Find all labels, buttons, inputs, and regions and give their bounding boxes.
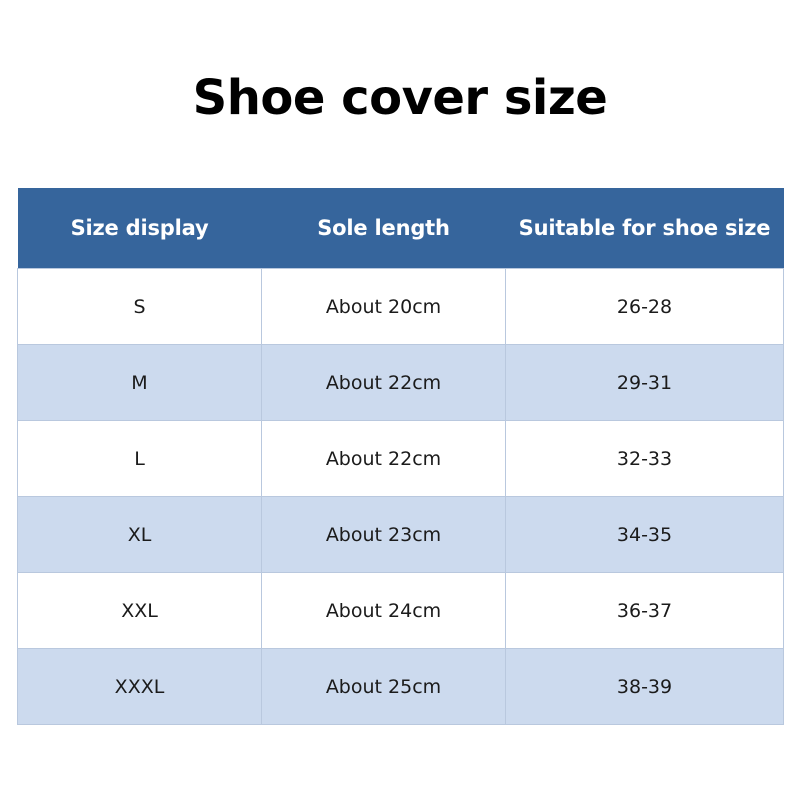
cell-shoe-size: 34-35 <box>506 497 784 573</box>
cell-shoe-size: 26-28 <box>506 269 784 345</box>
table-row <box>18 345 784 421</box>
column-header-suitable-shoe-size: Suitable for shoe size <box>506 188 784 269</box>
table-row <box>18 421 784 497</box>
cell-sole-length: About 25cm <box>262 649 506 725</box>
cell-size-display: XXL <box>18 573 262 649</box>
cell-sole-length: About 22cm <box>262 345 506 421</box>
page-title: Shoe cover size <box>192 70 608 126</box>
table-row <box>18 573 784 649</box>
cell-sole-length: About 20cm <box>262 269 506 345</box>
cell-size-display: L <box>18 421 262 497</box>
cell-shoe-size: 32-33 <box>506 421 784 497</box>
column-header-sole-length: Sole length <box>262 188 506 269</box>
table-body <box>18 269 784 725</box>
cell-sole-length: About 23cm <box>262 497 506 573</box>
cell-sole-length: About 24cm <box>262 573 506 649</box>
column-header-size-display: Size display <box>18 188 262 269</box>
cell-size-display: S <box>18 269 262 345</box>
cell-size-display: XXXL <box>18 649 262 725</box>
table-row <box>18 497 784 573</box>
table-header-row <box>18 188 784 269</box>
cell-shoe-size: 38-39 <box>506 649 784 725</box>
cell-sole-length: About 22cm <box>262 421 506 497</box>
size-table-container <box>17 188 783 725</box>
cell-size-display: XL <box>18 497 262 573</box>
table-row <box>18 649 784 725</box>
table-row <box>18 269 784 345</box>
cell-shoe-size: 36-37 <box>506 573 784 649</box>
cell-size-display: M <box>18 345 262 421</box>
cell-shoe-size: 29-31 <box>506 345 784 421</box>
table-header <box>18 188 784 269</box>
size-table <box>17 188 784 725</box>
